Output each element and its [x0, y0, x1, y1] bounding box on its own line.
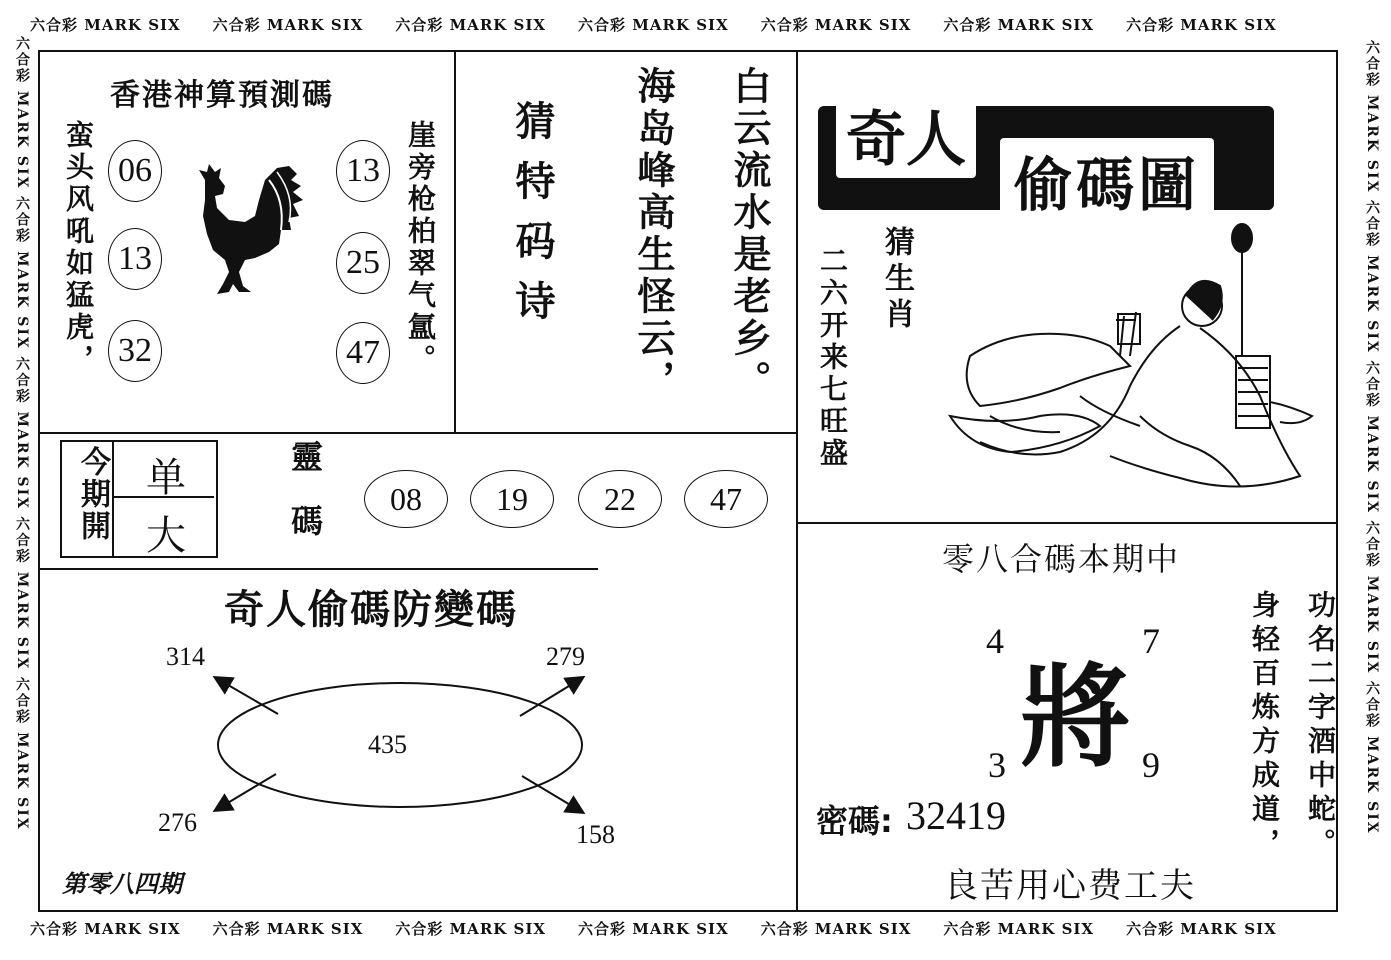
bottom-border-strip: 六合彩 MARK SIX 六合彩 MARK SIX 六合彩 MARK SIX 六合彩 MARK SIX 六合彩 MARK SIX 六合彩 MARK SIX 六合彩 MARK SIX	[30, 920, 1277, 938]
right-number-1: 13	[336, 140, 390, 202]
right-border-strip: 六合彩 MARK SIX 六合彩 MARK SIX 六合彩 MARK SIX 六合彩 MARK SIX 六合彩 MARK SIX	[1364, 40, 1380, 835]
divider-h3	[796, 522, 1338, 524]
fangbian-title: 奇人偷碼防變碼	[224, 586, 518, 633]
left-number-3: 32	[108, 320, 162, 382]
right-number-2: 25	[336, 232, 390, 294]
open-value-big: 大	[146, 513, 186, 559]
rooster-icon	[185, 160, 310, 305]
frame-bottom	[38, 910, 1338, 912]
ling-ma-label: 靈碼	[286, 440, 324, 568]
zero-eight-poem-right: 功名二字酒中蛇。	[1304, 590, 1337, 862]
corner-number-tl: 4	[986, 621, 1004, 661]
zero-eight-footer: 良苦用心费工夫	[944, 866, 1196, 906]
poem-line-1: 海岛峰高生怪云，	[631, 66, 676, 402]
left-poem: 蛮头风吼如猛虎，	[62, 120, 95, 376]
poem-line-2: 白云流水是老乡。	[727, 66, 772, 402]
frame-top	[38, 50, 1338, 52]
top-border-strip: 六合彩 MARK SIX 六合彩 MARK SIX 六合彩 MARK SIX 六合彩 MARK SIX 六合彩 MARK SIX 六合彩 MARK SIX 六合彩 MARK SIX	[30, 16, 1277, 34]
guess-zodiac-label: 猜生肖	[879, 226, 914, 334]
ling-ma-number-2: 19	[470, 470, 554, 528]
issue-number: 第零八四期	[62, 869, 182, 898]
qiren-title-a: 奇人	[836, 92, 976, 178]
frame-left	[38, 50, 40, 912]
fangbian-bottom-right: 158	[576, 820, 615, 849]
zodiac-hint: 二六开来七旺盛	[816, 246, 849, 470]
corner-number-br: 9	[1142, 745, 1160, 785]
divider-h1	[38, 432, 796, 434]
left-border-strip: 六合彩 MARK SIX 六合彩 MARK SIX 六合彩 MARK SIX 六合彩 MARK SIX 六合彩 MARK SIX	[14, 36, 30, 831]
reclining-scholar-icon	[940, 216, 1320, 516]
big-char: 將	[1020, 653, 1130, 782]
mima-label: 密碼:	[816, 802, 893, 840]
fangbian-top-right: 279	[546, 642, 585, 671]
left-number-2: 13	[108, 228, 162, 290]
fangbian-top-left: 314	[166, 642, 205, 671]
divider-h2	[38, 568, 598, 570]
divider-v2	[796, 50, 798, 912]
corner-number-tr: 7	[1142, 621, 1160, 661]
poem-heading: 猜特码诗	[509, 100, 556, 340]
divider-v1	[454, 50, 456, 432]
open-value-odd: 单	[146, 455, 186, 501]
prediction-title: 香港神算預測碼	[110, 78, 334, 113]
fangbian-center: 435	[368, 730, 407, 759]
fangbian-bottom-left: 276	[158, 808, 197, 837]
corner-number-bl: 3	[988, 745, 1006, 785]
open-label: 今期開	[75, 446, 110, 542]
ling-ma-number-4: 47	[684, 470, 768, 528]
qiren-title-b: 偷碼圖	[1000, 138, 1214, 222]
zero-eight-title: 零八合碼本期中	[942, 540, 1181, 578]
right-number-3: 47	[336, 322, 390, 384]
right-poem: 崖旁枪柏翠气氲。	[404, 120, 437, 376]
ling-ma-number-1: 08	[364, 470, 448, 528]
mima-value: 32419	[906, 793, 1006, 838]
left-number-1: 06	[108, 140, 162, 202]
zero-eight-poem-left: 身轻百炼方成道，	[1248, 590, 1281, 862]
ling-ma-number-3: 22	[578, 470, 662, 528]
